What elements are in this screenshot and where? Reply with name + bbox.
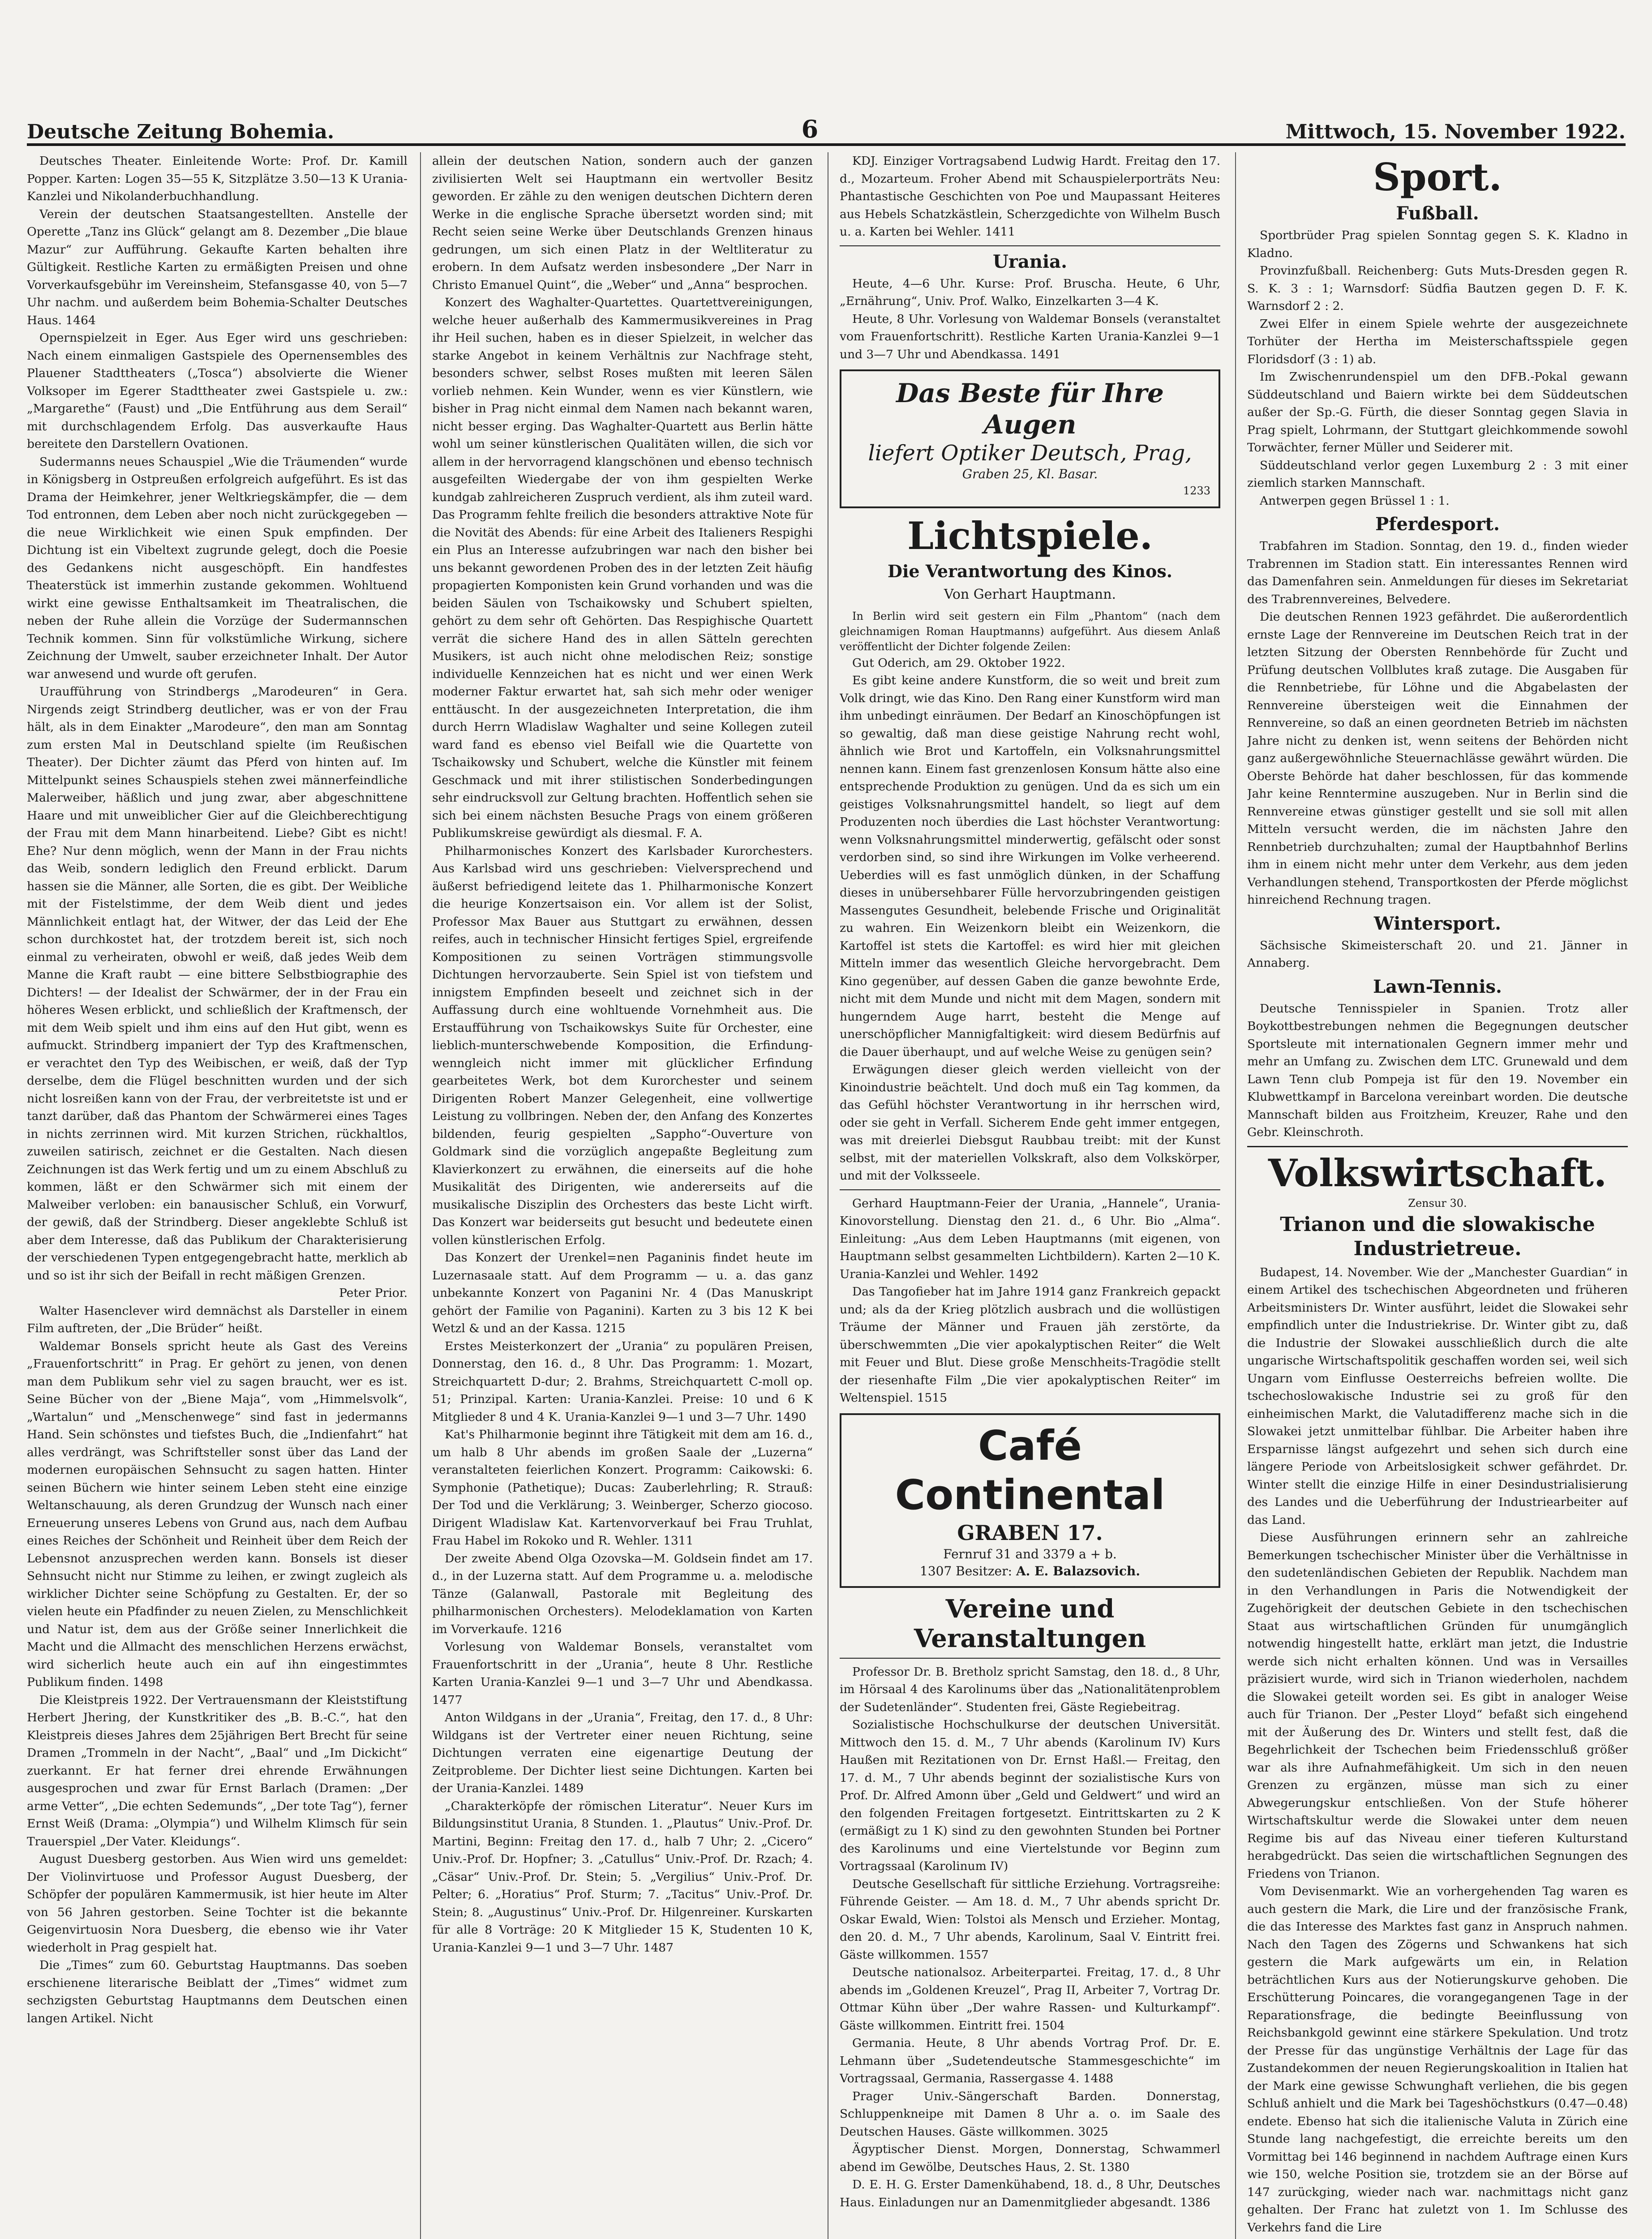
article-paragraph: Sozialistische Hochschulkurse der deutschen Universität. Mittwoch den 15. d. M., 7 Uhr abends (Karolinum IV) Kurs Haußen mit Rezitationen von Dr. Ernst Haßl.— Freitag, den 17. d. M., 7 Uhr abends beginnt der sozialistische Kurs von Prof. Dr. Alfred Amonn über „Geld und Geldwert“ und wird an den folgenden Freitagen fortgesetzt. Eintrittskarten zu 2 K (ermäßigt zu 1 K) sind zu den gewohnten Stunden bei Portner des Karolinums und eine Viertelstunde vor Beginn zum Vortragssaal (Karolinum IV): [840, 1718, 1220, 1873]
subsection-title-fussball: Fußball.: [1396, 203, 1479, 224]
cafe-street: GRABEN 17.: [957, 1520, 1103, 1545]
article-paragraph: KDJ. Einziger Vortragsabend Ludwig Hardt. Freitag den 17. d., Mozarteum. Froher Abend mit Schauspielerporträts Neu: Phantastische Geschichten von Poe und Maupassant Heiteres aus Hebels Schatzkästlein, Scherzgedichte von Wilhelm Busch u. a. Karten bei Wehler. 1411: [840, 154, 1220, 239]
article-paragraph: Waldemar Bonsels spricht heute als Gast des Vereins „Frauenfortschritt“ in Prag. Er gehört zu jenen, von denen man dem Publikum sehr viel zu sagen braucht, wer es ist. Seine Bücher von der „Biene Maja“, vom „Himmelsvolk“, „Wartalun“ und „Menschenwege“ sind fast in jedermanns Hand. Sein schönstes und tiefstes Buch, die „Indienfahrt“ hat alles verdrängt, was Schriftsteller sonst über das Land der modernen europäischen Sehnsucht zu sagen hatten. Hinter seinen Büchern wie hinter seinem Leben steht eine einzige Weltanschauung, als deren Grundzug der Wunsch nach einer Erneuerung unseres Lebens von Grund aus, nach dem Aufbau eines Reiches der Schönheit und Reinheit über dem Reich der Lebensnot anzusprechen werden kann. Bonsels ist dieser Sehnsucht nicht nur Stimme zu leihen, er zwingt zugleich als wirklicher Dichter seine Schöpfung zu Gestalten. Er, der so vielen heute ein Pfadfinder zu neuen Zielen, zu Menschlichkeit und Natur ist, dem aus der Größe seiner Innerlichkeit die Macht und die Allmacht des menschlichen Herzens erwächst, wird sicherlich heute auch ein auf ihn eingestimmtes Publikum finden. 1498: [27, 1339, 408, 1689]
article-paragraph: Der zweite Abend Olga Ozovska—M. Goldsein findet am 17. d., in der Luzerna statt. Auf dem Programme u. a. melodische Tänze (Galanwall, Pastorale mit Begleitung des philharmonischen Orchesters). Melodeklamation von Karten im Vorverkaufe. 1216: [432, 1551, 813, 1636]
section-title-urania: Urania.: [993, 251, 1067, 272]
column-rule: [420, 152, 421, 2239]
ad-company: liefert Optiker Deutsch, Prag,: [868, 441, 1192, 466]
article-paragraph: Die „Times“ zum 60. Geburtstag Hauptmanns. Das soeben erschienene literarische Beiblatt der „Times“ widmet zum sechzigsten Geburtstag Hauptmanns dem Deutschen einen langen Artikel. Nicht: [27, 1958, 408, 2025]
cafe-continental-advertisement: [840, 1413, 1220, 1588]
article-paragraph: Diese Ausführungen erinnern sehr an zahlreiche Bemerkungen tschechischer Minister über die Verhältnisse in den sudetenländischen Gebieten der Republik. Nachdem man in den Verhandlungen in Paris die Notwendigkeit der Zugehörigkeit der deutschen Gebiete in den tschechischen Staat aus wirtschaftlichen Gründen für unumgänglich notwendig hingestellt hatte, erklärt man jetzt, die Industrie werde sich nicht erhalten können. Und was in Versailles präzisiert wurde, wird sich in Trianon wiederholen, nachdem die Slowakei geteilt worden sei. Es gibt in analoger Weise auch für Trianon. Der „Pester Lloyd“ befaßt sich eingehend mit der Äußerung des Dr. Winters und stellt fest, daß die Begehrlichkeit der Tschechen beim Friedensschluß größer war als ihre Aufnahmefähigkeit. Um sich in den neuen Grenzen zu ergänzen, müsse man sich zu einer Abwegerungskur entschließen. Von der Stufe höherer Wirtschaftskultur werde die Slowakei unter dem neuen Regime bis auf das Niveau einer tieferen Kulturstand herabgedrückt. Das seien die wirtschaftlichen Segnungen des Friedens von Trianon.: [1247, 1531, 1628, 1881]
article-paragraph: Kat's Philharmonie beginnt ihre Tätigkeit mit dem am 16. d., um halb 8 Uhr abends im großen Saale der „Luzerna“ veranstalteten feierlichen Konzert. Programm: Caikowski: 6. Symphonie (Pathetique); Ducas: Zauberlehrling; R. Strauß: Der Tod und die Verklärung; 3. Weinberger, Scherzo giocoso. Dirigent Wladislaw Kat. Kartenvorverkauf bei Frau Truhlat, Frau Habel im Rokoko und R. Wehler. 1311: [432, 1428, 813, 1548]
column-rule: [1235, 152, 1236, 2239]
subsection-title-pferdesport: Pferdesport.: [1375, 514, 1500, 535]
article-paragraph: Professor Dr. B. Bretholz spricht Samstag, den 18. d., 8 Uhr, im Hörsaal 4 des Karolinums über das „Nationalitätenproblem der Sudetenländer“. Studenten frei, Gäste Regiebeitrag.: [840, 1664, 1220, 1714]
article-paragraph: Philharmonisches Konzert des Karlsbader Kurorchesters. Aus Karlsbad wird uns geschrieben: Vielversprechend und äußerst befriedigend leitete das 1. Philharmonische Konzert die heurige Konzertsaison ein. Vor allem ist der Solist, Professor Max Bauer aus Stuttgart zu erwähnen, dessen reifes, auch in technischer Hinsicht fertiges Spiel, ergreifende Kompositionen zu seinen Vorträgen stimmungsvolle Dichtungen hervorzauberte. Sein Spiel ist von tiefstem und innigstem Empfinden beseelt und zeichnet sich in der Auffassung durch eine wohltuende Vornehmheit aus. Die Erstaufführung von Tschaikowskys Suite für Orchester, eine lieblich-munterschwebende Komposition, die Erfindung-wenngleich nicht immer mit glücklicher Erfindung gearbeitetes Werk, bot dem Kurorchester und seinem Dirigenten Robert Manzer Gelegenheit, eine vollwertige Leistung zu vollbringen. Neben der, den Anfang des Konzertes bildenden, feurig gespielten „Sappho“-Ouverture von Goldmark sind die vorzüglich angepaßte Begleitung zum Klavierkonzert zu erwähnen, die einerseits auf die hohe Musikalität des Dirigenten, wie andererseits auf die musikalische Disziplin des Orchesters das beste Licht wirft. Das Konzert war beiderseits gut besucht und bedeutete einen vollen künstlerischen Erfolg.: [432, 844, 813, 1247]
cafe-owner: [850, 1563, 1210, 1580]
article-paragraph: Provinzfußball. Reichenberg: Guts Muts-Dresden gegen R. S. K. 3 : 1; Warnsdorf: Südfia Bautzen gegen D. F. K. Warnsdorf 2 : 2.: [1247, 264, 1628, 313]
ad-code: 1233: [1183, 485, 1210, 497]
article-paragraph: Deutsche nationalsoz. Arbeiterpartei. Freitag, 17. d., 8 Uhr abends im „Goldenen Kreuzel“, Prag II, Arbeiter 7, Vortrag Dr. Ottmar Kühn über „Der wahre Rassen- und Kulturkampf“. Gäste willkommen. Eintritt frei. 1504: [840, 1965, 1220, 2033]
column-2: [432, 152, 813, 2239]
cafe-owner-label: Besitzer:: [956, 1563, 1013, 1578]
article-paragraph: Gerhard Hauptmann-Feier der Urania, „Hannele“, Urania-Kinovorstellung. Dienstag den 21. d., 6 Uhr. Bio „Alma“. Einleitung: „Aus dem Leben Hauptmanns (mit eigenen, von Hauptmann selbst gesammelten Lichtbildern). Karten 2—10 K. Urania-Kanzlei und Wehler. 1492: [840, 1196, 1220, 1281]
cafe-phone: Fernruf 31 and 3379 a + b.: [943, 1546, 1117, 1561]
article-author: Von Gerhart Hauptmann.: [944, 586, 1116, 602]
article-paragraph: Sportbrüder Prag spielen Sonntag gegen S. K. Kladno in Kladno.: [1247, 228, 1628, 260]
article-paragraph: Die Kleistpreis 1922. Der Vertrauensmann der Kleiststiftung Herbert Jhering, der Kunstkritiker des „B. B.-C.“, hat den Kleistpreis dieses Jahres dem 25jährigen Bert Brecht für seine Dramen „Trommeln in der Nacht“, „Baal“ und „Im Dickicht“ zuerkannt. Er hat ferner drei ehrende Erwähnungen ausgesprochen und zwar für Ernst Barlach (Dramen: „Der arme Vetter“, „Die echten Sedemunds“, „Der tote Tag“), ferner Ernst Weiß (Drama: „Olympia“) und Wilhelm Klimsch für sein Trauerspiel „Der Vater. Kleidungs“.: [27, 1693, 408, 1849]
ad-headline: Das Beste für Ihre Augen: [896, 378, 1164, 440]
cafe-code: 1307: [920, 1563, 952, 1578]
article-paragraph: Heute, 4—6 Uhr. Kurse: Prof. Bruscha. Heute, 6 Uhr, „Ernährung“, Univ. Prof. Walko, Einzelkarten 3—4 K.: [840, 276, 1220, 308]
article-paragraph: Budapest, 14. November. Wie der „Manchester Guardian“ in einem Artikel des tschechischen Abgeordneten und früheren Arbeitsministers Dr. Winter ausführt, leidet die Slowakei sehr empfindlich unter die Industriekrise. Dr. Winter gibt zu, daß die Industrie der Slowakei ausschließlich durch die alte ungarische Wirtschaftspolitik geschaffen worden sei, weil sich Ungarn vom Einflusse Oesterreichs befreien wollte. Die tschechoslowakische Industrie sei zu groß für den einheimischen Markt, die Valutadifferenz mache sich in die Slowakei jetzt unmittelbar fühlbar. Die Arbeiter haben ihre Ersparnisse längst aufgezehrt und sehen sich durch eine längere Periode von Arbeitslosigkeit schwer gefährdet. Dr. Winter stellt die einzige Hilfe in einer Desindustrialisierung des Landes und die Ueberführung der Industriearbeiter auf das Land.: [1247, 1265, 1628, 1527]
article-intro: In Berlin wird seit gestern ein Film „Phantom“ (nach dem gleichnamigen Roman Hauptmanns) aufgeführt. Aus diesem Anlaß veröffentlicht der Dichter folgende Zeilen:: [840, 609, 1220, 653]
article-title-trianon: Trianon und die slowakische Industrietreue.: [1280, 1213, 1595, 1260]
section-title-sport: Sport.: [1373, 155, 1502, 199]
article-paragraph: Germania. Heute, 8 Uhr abends Vortrag Prof. Dr. E. Lehmann über „Sudetendeutsche Stammesgeschichte“ im Vortragssaal, Germania, Rassergasse 4. 1488: [840, 2036, 1220, 2085]
article-paragraph: allein der deutschen Nation, sondern auch der ganzen zivilisierten Welt sei Hauptmann ein wertvoller Besitz geworden. Er zähle zu den wenigen deutschen Dichtern deren Werke in die englische Sprache übersetzt worden sind; mit Recht seien seine Werke über Deutschlands Grenzen hinaus gedrungen, um sich einen Platz in der Weltliteratur zu erobern. In dem Aufsatz werden insbesondere „Der Narr in Christo Emanuel Quint“, die „Weber“ und „Anna“ besprochen.: [432, 154, 813, 292]
article-paragraph: Vom Devisenmarkt. Wie an vorhergehenden Tag waren es auch gestern die Mark, die Lire und der französische Frank, die das Interesse des Marktes fast ganz in Anspruch nahmen. Nach den Tagen des Zögerns und Schwankens hat sich gestern die Mark aufgewärts um ein, in Relation beträchtlichen Kurs aus der Notierungskurve gehoben. Die Erschütterung Poincares, die vorangegangenen Tage in der Reparationsfrage, die bedingte Beeinflussung von Reichsbankgold gewinnt eine stärkere Spekulation. Und trotz der Presse für das ungünstige Verhältnis der Lage für das Zustandekommen der neuen Regierungskoalition in Italien hat der Mark eine gewisse Schwunghaft verliehen, die bis gegen Schluß anhielt und die Mark bei Tageshöchstkurs (0.47—0.48) endete. Ebenso hat sich die italienische Valuta in Zürich eine Stunde lang nachgefestigt, die erreichte bereits um den Vormittag bei 146 beginnend in nachdem Auftrage einen Kurs wie 150, welche Position sie, trotzdem sie an der Börse auf 147 zurückging, wieder nach war. nachmittags nicht ganz gehalten. Der Franc hat zuletzt von 1. Im Schlusse des Verkehrs fand die Lire: [1247, 1884, 1628, 2235]
optiker-advertisement: [840, 369, 1220, 508]
cafe-owner-name: A. E. Balazsovich.: [1016, 1563, 1140, 1578]
article-paragraph: Anton Wildgans in der „Urania“, Freitag, den 17. d., 8 Uhr: Wildgans ist der Vertreter einer neuen Richtung, seine Dichtungen verraten eine eigenartige Deutung der Zeitprobleme. Der Dichter liest seine Dichtungen. Karten bei der Urania-Kanzlei. 1489: [432, 1711, 813, 1795]
header-title: Deutsche Zeitung Bohemia.: [27, 120, 335, 143]
article-paragraph: Das Konzert der Urenkel=nen Paganinis findet heute im Luzernasaale statt. Auf dem Programm — u. a. das ganz unbekannte Konzert von Paganini Nr. 4 (Das Manuskript gehört der Familie von Paganini). Karten zu 3 bis 12 K bei Wetzl & und an der Kassa. 1215: [432, 1251, 813, 1335]
article-paragraph: D. E. H. G. Erster Damenkühabend, 18. d., 8 Uhr, Deutsches Haus. Einladungen nur an Damenmitglieder abgesandt. 1386: [840, 2178, 1220, 2209]
article-paragraph: Süddeutschland verlor gegen Luxemburg 2 : 3 mit einer ziemlich starken Mannschaft.: [1247, 458, 1628, 490]
newspaper-page: [27, 18, 1626, 2239]
article-paragraph: Konzert des Waghalter-Quartettes. Quartettvereinigungen, welche heuer außerhalb des Kammermusikvereines in Prag ihr Heil suchen, haben es in dieser Spielzeit, in welcher das starke Angebot in keinem Verhältnis zur Nachfrage steht, besonders schwer, selbst Roses mußten mit leeren Sälen vorlieb nehmen. Kein Wunder, wenn es vier Künstlern, wie bisher in Prag nicht einmal dem Namen nach bekannt waren, nicht besser erging. Das Waghalter-Quartett aus Berlin hätte wohl um seiner künstlerischen Qualitäten willen, die sich vor allem in der hervorragend klangschönen und ebenso technisch ausgefeilten Wiedergabe der von ihm gespielten Werke kundgab zahlreicheren Zuspruch verdient, als ihm zuteil ward. Das Programm fehlte freilich die besonders attraktive Note für die Novität des Abends: für eine Arbeit des Italieners Respighi ein Plus an Interesse aufzubringen war nach den bisher bei uns bekannt gewordenen Proben des in der letzten Zeit häufig propagierten Komponisten kein Grund vorhanden und was die beiden Säulen von Tschaikowsky und Schubert spielten, gehört zu dem sehr oft Gehörten. Das Respighische Quartett verrät die sichere Hand des in allen Sätteln gerechten Musikers, ist auch nicht ohne melodischen Reiz; sonstige individuelle Kennzeichen hat es nicht und wer einen Werk moderner Faktur erwartet hat, sah sich mehr oder weniger enttäuscht. In der ausgezeichneten Interpretation, die ihm durch Herrn Wladislaw Waghalter und seine Kollegen zuteil ward fand es ebenso viel Beifall wie die Quartette von Tschaikowsky und Schubert, welche die Künstler mit feinem Geschmack und mit ihrer stilistischen Sonderbedingungen sehr eindrucksvoll zur Geltung brachten. Hoffentlich sehen sie sich bei einem nächsten Besuche Prags von einem größeren Publikumskreise gewürdigt als diesmal. F. A.: [432, 296, 813, 840]
article-subtitle: Die Verantwortung des Kinos.: [888, 561, 1172, 581]
article-paragraph: Das Tangofieber hat im Jahre 1914 ganz Frankreich gepackt und; als da der Krieg plötzlich ausbrach und die wollüstigen Träume der Männer und Frauen jäh zerstörte, da überschwemmten „Die vier apokalyptischen Reiter“ die Welt mit Feuer und Blut. Diese große Menschheits-Tragödie stellt der riesenhafte Film „Die vier apokalyptischen Reiter“ im Weltenspiel. 1515: [840, 1285, 1220, 1405]
divider: [840, 245, 1220, 246]
article-paragraph: Vorlesung von Waldemar Bonsels, veranstaltet vom Frauenfortschritt in der „Urania“, heute 8 Uhr. Restliche Karten Urania-Kanzlei 9—1 und 3—7 Uhr und Abendkassa. 1477: [432, 1640, 813, 1707]
article-dateline: Gut Oderich, am 29. Oktober 1922.: [852, 656, 1065, 670]
page-header: [27, 112, 1626, 146]
ad-address: Graben 25, Kl. Basar.: [962, 467, 1098, 481]
article-author: Peter Prior.: [339, 1286, 408, 1300]
cafe-name: Café Continental: [895, 1421, 1165, 1519]
article-paragraph: Erstes Meisterkonzert der „Urania“ zu populären Preisen, Donnerstag, den 16. d., 8 Uhr. Das Programm: 1. Mozart, Streichquartett D-dur; 2. Brahms, Streichquartett C-moll op. 51; Prinzipal. Karten: Urania-Kanzlei. Preise: 10 und 6 K Mitglieder 8 und 4 K. Urania-Kanzlei 9—1 und 3—7 Uhr. 1490: [432, 1339, 813, 1424]
section-subtitle: Zensur 30.: [1408, 1197, 1467, 1210]
article-paragraph: Deutsche Tennisspieler in Spanien. Trotz aller Boykottbestrebungen nehmen die Begegnungen deutscher Sportsleute mit internationalen Gegnern immer mehr und mehr an Umfang zu. Zwischen dem LTC. Grunewald und dem Lawn Tenn club Pompeja ist für den 19. November ein Klubwettkampf in Barcelona vereinbart worden. Die deutsche Mannschaft bilden aus Froitzheim, Kreuzer, Rahe und den Gebr. Kleinschroth.: [1247, 1001, 1628, 1139]
article-paragraph: Es gibt keine andere Kunstform, die so weit und breit zum Volk dringt, wie das Kino. Den Rang einer Kunstform wird man ihm unbedingt einräumen. Der Bedarf an Kinoschöpfungen ist so gewaltig, daß man diese geistige Nahrung recht wohl, ähnlich wie Brot und Kartoffeln, ein Volksnahrungsmittel nennen kann. Einem fast grenzenlosen Konsum hätte also eine entsprechende Produktion zu genügen. Und da es sich um ein geistiges Volksnahrungsmittel handelt, so liegt auf dem Produzenten noch überdies die Last höchster Verantwortung: wenn Volksnahrungsmittel minderwertig, gefälscht oder sonst verdorben sind, so sind ihre Wirkungen im Volke verheerend. Ueberdies will es fast unmöglich dünken, in der Schaffung dieses in unübersehbarer Fülle hervorzubringenden geistigen Massengutes Gesundheit, belebende Frische und Originalität zu wahren. Ein Weizenkorn bleibt ein Weizenkorn, die Kartoffel ist stets die Kartoffel: es wird hier mit gleichen Mitteln immer das wesentlich Gleiche hervorgebracht. Dem Kino gegenüber, auf dessen Gaben die ganze bewohnte Erde, nicht mit dem Munde und nicht mit dem Magen, sondern mit hungerndem Auge harrt, besteht die Menge auf unerschöpflicher Mannigfaltigkeit: wird diesem Bedürfnis auf die Dauer überhaupt, und auf welche Weise zu genügen sein?: [840, 673, 1220, 1059]
article-paragraph: Die deutschen Rennen 1923 gefährdet. Die außerordentlich ernste Lage der Rennvereine im Deutschen Reich trat in der letzten Sitzung der Obersten Rennbehörde für Zucht und Prüfung deutschen Vollblutes kraß zutage. Die Ausgaben für die Rennbetriebe, für Löhne und die Abgabelasten der Rennvereine übersteigen weit die Einnahmen der Rennvereine, so daß an einen geordneten Betrieb im nächsten Jahre nicht zu denken ist, wenn seitens der Behörden nicht ganz außergewöhnliche Steuernachlässe gewährt würden. Die Oberste Behörde hat daher beschlossen, für das kommende Jahr keine Renntermine auszugeben. Nur in Berlin sind die Rennvereine etwas günstiger gestellt und sie soll mit allen Mitteln versucht werden, die im nächsten Jahre den Rennbetrieb durchzuhalten; zumal der Hauptbahnhof Berlins ihm in einem nicht mehr unter dem Verkehr, aus dem jeden Verhandlungen stehend, Transportkosten der Pferde möglichst hinreichend Rechnung tragen.: [1247, 610, 1628, 907]
article-paragraph: Zwei Elfer in einem Spiele wehrte der ausgezeichnete Torhüter der Hertha im Meisterschaftsspiele gegen Floridsdorf (3 : 1) ab.: [1247, 317, 1628, 366]
section-title-vereine: Vereine und Veranstaltungen: [914, 1594, 1146, 1653]
article-paragraph: Deutsche Gesellschaft für sittliche Erziehung. Vortragsreihe: Führende Geister. — Am 18. d. M., 7 Uhr abends spricht Dr. Oskar Ewald, Wien: Tolstoi als Mensch und Erzieher. Montag, den 20. d. M., 7 Uhr abends, Karolinum, Saal V. Eintritt frei. Gäste willkommen. 1557: [840, 1877, 1220, 1962]
article-paragraph: Trabfahren im Stadion. Sonntag, den 19. d., finden wieder Trabrennen im Stadion statt. Ein interessantes Rennen wird das Damenfahren sein. Anmeldungen für dieses im Sekretariat des Trabrennvereines, Belvedere.: [1247, 539, 1628, 606]
section-title-volkswirtschaft: Volkswirtschaft.: [1268, 1150, 1607, 1195]
article-paragraph: Antwerpen gegen Brüssel 1 : 1.: [1260, 493, 1450, 508]
divider: [1247, 1146, 1628, 1147]
article-paragraph: „Charakterköpfe der römischen Literatur“. Neuer Kurs im Bildungsinstitut Urania, 8 Stunden. 1. „Plautus“ Univ.-Prof. Dr. Martini, Beginn: Freitag den 17. d., halb 7 Uhr; 2. „Cicero“ Univ.-Prof. Dr. Hopfner; 3. „Catullus“ Univ.-Prof. Dr. Rzach; 4. „Cäsar“ Univ.-Prof. Dr. Stein; 5. „Vergilius“ Univ.-Prof. Dr. Pelter; 6. „Horatius“ Prof. Sturm; 7. „Tacitus“ Univ.-Prof. Dr. Stein; 8. „Augustinus“ Univ.-Prof. Dr. Hilgenreiner. Kurskarten für alle 8 Vorträge: 20 K Mitglieder 15 K, Studenten 10 K, Urania-Kanzlei 9—1 und 3—7 Uhr. 1487: [432, 1799, 813, 1955]
article-paragraph: Deutsches Theater. Einleitende Worte: Prof. Dr. Kamill Popper. Karten: Logen 35—55 K, Sitzplätze 3.50—13 K Urania-Kanzlei und Nikolanderbuchhandlung.: [27, 154, 408, 203]
page-number: 6: [801, 115, 819, 143]
article-paragraph: Opernspielzeit in Eger. Aus Eger wird uns geschrieben: Nach einem einmaligen Gastspiele des Opernensembles des Plauener Stadttheaters („Tosca“) absolvierte die Wiener Volksoper im Egerer Stadttheater zwei Gastspiele u. zw.: „Margarethe“ (Faust) und „Die Entführung aus dem Serail“ mit durchschlagendem Erfolg. Das ausverkaufte Haus bereitete den Darstellern Ovationen.: [27, 331, 408, 451]
subsection-title-wintersport: Wintersport.: [1373, 913, 1502, 934]
article-paragraph: August Duesberg gestorben. Aus Wien wird uns gemeldet: Der Violinvirtuose und Professor August Duesberg, der Schöpfer der populären Kammermusik, ist hier heute im Alter von 56 Jahren gestorben. Seine Tochter ist die bekannte Geigenvirtuosin Nora Duesberg, die ebenso wie ihr Vater wiederholt in Prag gespielt hat.: [27, 1852, 408, 1955]
article-paragraph: Prager Univ.-Sängerschaft Barden. Donnerstag, Schluppenkneipe mit Damen 8 Uhr a. o. im Saale des Deutschen Hauses. Gäste willkommen. 3025: [840, 2089, 1220, 2139]
article-paragraph: Verein der deutschen Staatsangestellten. Anstelle der Operette „Tanz ins Glück“ gelangt am 8. Dezember „Die blaue Mazur“ zur Aufführung. Gekaufte Karten behalten ihre Gültigkeit. Restliche Karten zu ermäßigten Preisen und ohne Vorverkaufsgebühr im Vereinsheim, Stefansgasse 40, von 5—7 Uhr nachm. und außerdem beim Bohemia-Schalter Deutsches Haus. 1464: [27, 207, 408, 327]
column-1: [27, 152, 408, 2239]
header-date: Mittwoch, 15. November 1922.: [1285, 120, 1626, 143]
article-paragraph: Heute, 8 Uhr. Vorlesung von Waldemar Bonsels (veranstaltet vom Frauenfortschritt). Restliche Karten Urania-Kanzlei 9—1 und 3—7 Uhr und Abendkassa. 1491: [840, 312, 1220, 361]
divider: [840, 1658, 1220, 1659]
column-4: [1247, 152, 1628, 2239]
article-paragraph: Erwägungen dieser gleich werden vielleicht von der Kinoindustrie beächtelt. Und doch muß ein Tag kommen, da das Gefühl höchster Verantwortung in ihr herrschen wird, oder sie geht in Verfall. Sicherem Ende geht immer entgegen, was mit dreierlei Diebsgut Raubbau treibt: mit der Kunst selbst, mit der materiellen Volkskraft, also dem Volkskörper, und mit der Volksseele.: [840, 1063, 1220, 1183]
article-paragraph: Uraufführung von Strindbergs „Marodeuren“ in Gera. Nirgends zeigt Strindberg deutlicher, was er von der Frau hält, als in dem Einakter „Marodeure“, den man am Sonntag zum ersten Mal in Deutschland spielte (im Reußischen Theater). Der Dichter zäumt das Pferd von hinten auf. Im Mittelpunkt seines Schauspiels stehen zwei männerfeindliche Malerweiber, häßlich und jung zwar, aber abgeschnittene Haare und mit unweiblicher Gier auf die Gleichberechtigung der Frau mit dem Mann hinarbeitend. Liebe? Gibt es nicht! Ehe? Nur denn möglich, wenn der Mann in der Frau nichts das Weib, sondern lediglich den Freund erblickt. Darum hassen sie die Männer, alle Sorten, die es gibt. Der Weibliche mit der Fistelstimme, der dem Weib dient und jedes Männlichkeit entlagt hat, der Witwer, der das Leid der Ehe schon durchkostet hat, der trotzdem bereit ist, sich noch einmal zu verheiraten, obwohl er weiß, daß jedes Weib dem Manne die Kraft raubt — eine bittere Selbstbiographie des Dichters! — der Idealist der Schwärmer, der in der Frau ein höheres Wesen erblickt, und schließlich der Kraftmensch, der mit dem Weib spielt und ihm eins auf den Hut gibt, wenn es aufmuckt. Strindberg impaniert der Typ des Kraftmenschen, er verachtet den Typ des Weibischen, er weiß, daß der Typ derselbe, dem die Flügel beschnitten wurden und der sich nicht losreißen kann von der Frau, der verbreitetste ist und er tanzt darüber, daß das Phantom der Schwärmerei eines Tages in nichts zerrinnen wird. Mit kurzen Strichen, rückhaltlos, zuweilen satirisch, zeichnet er die Gestalten. Nach diesen Zeichnungen ist das Werk fertig und um zu einem Abschluß zu kommen, läßt er den Schwärmer sich mit einem der Malweiber verloben: ein banausischer Schluß, ein Vorwurf, der gewiß, daß der Strindberg. Dieser angeklebte Schluß ist aber dem Interesse, daß das Publikum der Charakterisierung der verschiedenen Typen entgegengebracht hatte, merklich ab und so ist ihr sich der Beifall in recht mäßigen Grenzen.: [27, 685, 408, 1282]
article-paragraph: Walter Hasenclever wird demnächst als Darsteller in einem Film auftreten, der „Die Brüder“ heißt.: [27, 1304, 408, 1335]
subsection-title-lawn-tennis: Lawn-Tennis.: [1373, 976, 1502, 997]
article-paragraph: Sudermanns neues Schauspiel „Wie die Träumenden“ wurde in Königsberg in Ostpreußen erfolgreich aufgeführt. Es ist das Drama der Heimkehrer, jener Weltkriegskämpfer, die — dem Tod entronnen, dem Leben aber noch nicht zurückgegeben — die neue Wirklichkeit wie einen Spuk empfinden. Der Dichtung ist ein Vibeltext zugrunde gelegt, doch die Poesie des Gedankens nicht ausgeschöpft. Ein handfestes Theaterstück ist immerhin zustande gekommen. Wohltuend wirkt eine gewisse Enthaltsamkeit im Theatralischen, die neben der Ruhe allein die Vorzüge der Sudermannschen Technik kommen. Sinn für volkstümliche Wirkung, sichere Zeichnung der Umwelt, sauber erzeichneter Inhalt. Der Autor war anwesend und wurde oft gerufen.: [27, 455, 408, 681]
column-3: [840, 152, 1220, 2239]
article-paragraph: Im Zwischenrundenspiel um den DFB.-Pokal gewann Süddeutschland und Baiern wirkte bei dem Süddeutschen außer der Sp.-G. Fürth, die dieser Sonntag gegen Slavia in Prag spielt, Lohrmann, der Stuttgart gleichkommende sowohl Torwächter, ferner Müller und Seiderer mit.: [1247, 370, 1628, 455]
article-paragraph: Sächsische Skimeisterschaft 20. und 21. Jänner in Annaberg.: [1247, 938, 1628, 970]
article-paragraph: Ägyptischer Dienst. Morgen, Donnerstag, Schwammerl abend im Gewölbe, Deutsches Haus, 2. St. 1380: [840, 2142, 1220, 2174]
section-title-lichtspiele: Lichtspiele.: [907, 513, 1153, 558]
divider: [840, 1189, 1220, 1190]
